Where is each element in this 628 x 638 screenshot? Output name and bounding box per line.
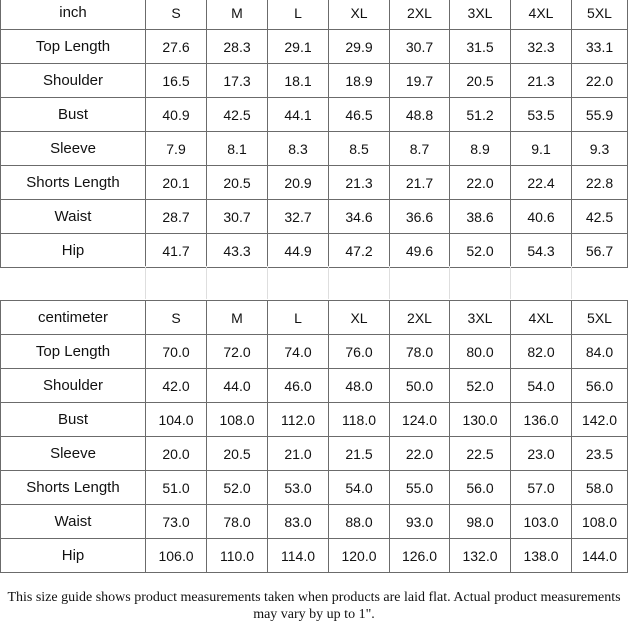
measurement-value: 73.0	[146, 505, 207, 539]
measurement-value: 21.3	[511, 64, 572, 98]
table-row	[1, 437, 628, 471]
measurement-value: 108.0	[207, 403, 268, 437]
measurement-value: 142.0	[572, 403, 628, 437]
measurement-value: 23.5	[572, 437, 628, 471]
measurement-value: 18.1	[268, 64, 329, 98]
size-header: 4XL	[511, 301, 572, 335]
measurement-label: Hip	[1, 539, 146, 573]
measurement-value: 29.9	[329, 30, 390, 64]
measurement-value: 80.0	[450, 335, 511, 369]
measurement-value: 42.0	[146, 369, 207, 403]
size-header: 3XL	[450, 0, 511, 30]
table-header-row	[1, 301, 628, 335]
measurement-value: 58.0	[572, 471, 628, 505]
measurement-value: 8.5	[329, 132, 390, 166]
measurement-value: 31.5	[450, 30, 511, 64]
size-header: XL	[329, 0, 390, 30]
size-header: 5XL	[572, 301, 628, 335]
measurement-value: 40.9	[146, 98, 207, 132]
table-row	[1, 539, 628, 573]
table-row	[1, 403, 628, 437]
measurement-value: 46.0	[268, 369, 329, 403]
measurement-label: Shorts Length	[1, 166, 146, 200]
size-guide-caption: This size guide shows product measurements taken when products are laid flat. Actual product measurements may vary by up to 1".	[7, 590, 621, 622]
measurement-value: 132.0	[450, 539, 511, 573]
measurement-value: 47.2	[329, 234, 390, 268]
measurement-label: Shoulder	[1, 64, 146, 98]
table-row	[1, 234, 628, 268]
size-header: M	[207, 301, 268, 335]
measurement-value: 83.0	[268, 505, 329, 539]
measurement-value: 53.0	[268, 471, 329, 505]
table-header-row	[1, 0, 628, 30]
measurement-value: 56.0	[572, 369, 628, 403]
measurement-value: 33.1	[572, 30, 628, 64]
measurement-value: 82.0	[511, 335, 572, 369]
measurement-value: 70.0	[146, 335, 207, 369]
size-header: 2XL	[390, 301, 450, 335]
measurement-value: 29.1	[268, 30, 329, 64]
measurement-value: 17.3	[207, 64, 268, 98]
measurement-value: 9.3	[572, 132, 628, 166]
measurement-value: 22.0	[572, 64, 628, 98]
measurement-value: 103.0	[511, 505, 572, 539]
measurement-label: Shorts Length	[1, 471, 146, 505]
size-header: S	[146, 301, 207, 335]
measurement-value: 126.0	[390, 539, 450, 573]
measurement-value: 32.7	[268, 200, 329, 234]
measurement-value: 53.5	[511, 98, 572, 132]
measurement-label: Bust	[1, 403, 146, 437]
measurement-value: 44.9	[268, 234, 329, 268]
measurement-value: 49.6	[390, 234, 450, 268]
table-row	[1, 200, 628, 234]
measurement-value: 104.0	[146, 403, 207, 437]
measurement-value: 112.0	[268, 403, 329, 437]
measurement-value: 22.4	[511, 166, 572, 200]
measurement-value: 21.3	[329, 166, 390, 200]
measurement-value: 108.0	[572, 505, 628, 539]
measurement-value: 93.0	[390, 505, 450, 539]
measurement-value: 21.7	[390, 166, 450, 200]
table-row	[1, 335, 628, 369]
measurement-value: 23.0	[511, 437, 572, 471]
measurement-value: 28.7	[146, 200, 207, 234]
measurement-label: Hip	[1, 234, 146, 268]
measurement-value: 110.0	[207, 539, 268, 573]
measurement-value: 21.5	[329, 437, 390, 471]
measurement-value: 78.0	[207, 505, 268, 539]
measurement-value: 144.0	[572, 539, 628, 573]
measurement-value: 84.0	[572, 335, 628, 369]
size-header: L	[268, 0, 329, 30]
size-header: 2XL	[390, 0, 450, 30]
table-row	[1, 98, 628, 132]
size-header: 5XL	[572, 0, 628, 30]
measurement-value: 20.5	[450, 64, 511, 98]
measurement-value: 41.7	[146, 234, 207, 268]
measurement-value: 20.0	[146, 437, 207, 471]
measurement-value: 106.0	[146, 539, 207, 573]
measurement-value: 74.0	[268, 335, 329, 369]
unit-label: inch	[1, 0, 146, 30]
measurement-value: 8.7	[390, 132, 450, 166]
measurement-value: 118.0	[329, 403, 390, 437]
table-spacer-row	[0, 266, 627, 299]
measurement-value: 52.0	[450, 369, 511, 403]
measurement-value: 36.6	[390, 200, 450, 234]
measurement-value: 114.0	[268, 539, 329, 573]
measurement-value: 56.0	[450, 471, 511, 505]
measurement-value: 20.5	[207, 437, 268, 471]
table-row	[1, 505, 628, 539]
measurement-label: Shoulder	[1, 369, 146, 403]
measurement-value: 136.0	[511, 403, 572, 437]
measurement-value: 8.3	[268, 132, 329, 166]
measurement-value: 124.0	[390, 403, 450, 437]
measurement-value: 22.5	[450, 437, 511, 471]
measurement-value: 52.0	[450, 234, 511, 268]
measurement-value: 120.0	[329, 539, 390, 573]
size-header: L	[268, 301, 329, 335]
measurement-value: 51.0	[146, 471, 207, 505]
measurement-value: 22.8	[572, 166, 628, 200]
measurement-value: 55.9	[572, 98, 628, 132]
measurement-value: 76.0	[329, 335, 390, 369]
measurement-value: 130.0	[450, 403, 511, 437]
measurement-value: 19.7	[390, 64, 450, 98]
measurement-value: 7.9	[146, 132, 207, 166]
table-row	[1, 132, 628, 166]
size-header: M	[207, 0, 268, 30]
size-header: 4XL	[511, 0, 572, 30]
measurement-value: 44.0	[207, 369, 268, 403]
measurement-value: 38.6	[450, 200, 511, 234]
measurement-value: 88.0	[329, 505, 390, 539]
measurement-value: 9.1	[511, 132, 572, 166]
measurement-value: 46.5	[329, 98, 390, 132]
measurement-label: Top Length	[1, 335, 146, 369]
measurement-label: Top Length	[1, 30, 146, 64]
measurement-value: 34.6	[329, 200, 390, 234]
measurement-value: 48.8	[390, 98, 450, 132]
centimeter-size-table	[0, 300, 628, 573]
measurement-value: 22.0	[450, 166, 511, 200]
measurement-value: 27.6	[146, 30, 207, 64]
size-header: XL	[329, 301, 390, 335]
measurement-value: 8.1	[207, 132, 268, 166]
measurement-value: 20.5	[207, 166, 268, 200]
measurement-label: Sleeve	[1, 132, 146, 166]
inch-size-table	[0, 0, 628, 268]
measurement-value: 57.0	[511, 471, 572, 505]
measurement-value: 16.5	[146, 64, 207, 98]
measurement-value: 50.0	[390, 369, 450, 403]
measurement-value: 72.0	[207, 335, 268, 369]
measurement-value: 138.0	[511, 539, 572, 573]
measurement-value: 98.0	[450, 505, 511, 539]
measurement-label: Waist	[1, 505, 146, 539]
table-row	[1, 166, 628, 200]
measurement-value: 56.7	[572, 234, 628, 268]
measurement-value: 78.0	[390, 335, 450, 369]
measurement-value: 28.3	[207, 30, 268, 64]
measurement-value: 32.3	[511, 30, 572, 64]
measurement-value: 44.1	[268, 98, 329, 132]
table-row	[1, 369, 628, 403]
measurement-value: 30.7	[207, 200, 268, 234]
measurement-value: 21.0	[268, 437, 329, 471]
measurement-value: 54.3	[511, 234, 572, 268]
measurement-value: 18.9	[329, 64, 390, 98]
measurement-value: 43.3	[207, 234, 268, 268]
measurement-value: 55.0	[390, 471, 450, 505]
measurement-value: 54.0	[329, 471, 390, 505]
measurement-value: 42.5	[207, 98, 268, 132]
table-row	[1, 64, 628, 98]
measurement-value: 40.6	[511, 200, 572, 234]
measurement-value: 8.9	[450, 132, 511, 166]
table-row	[1, 30, 628, 64]
measurement-value: 51.2	[450, 98, 511, 132]
measurement-value: 22.0	[390, 437, 450, 471]
measurement-label: Waist	[1, 200, 146, 234]
measurement-value: 54.0	[511, 369, 572, 403]
unit-label: centimeter	[1, 301, 146, 335]
size-header: S	[146, 0, 207, 30]
measurement-value: 52.0	[207, 471, 268, 505]
measurement-value: 48.0	[329, 369, 390, 403]
table-row	[1, 471, 628, 505]
measurement-value: 20.1	[146, 166, 207, 200]
measurement-value: 42.5	[572, 200, 628, 234]
measurement-label: Bust	[1, 98, 146, 132]
measurement-value: 30.7	[390, 30, 450, 64]
size-header: 3XL	[450, 301, 511, 335]
measurement-value: 20.9	[268, 166, 329, 200]
measurement-label: Sleeve	[1, 437, 146, 471]
